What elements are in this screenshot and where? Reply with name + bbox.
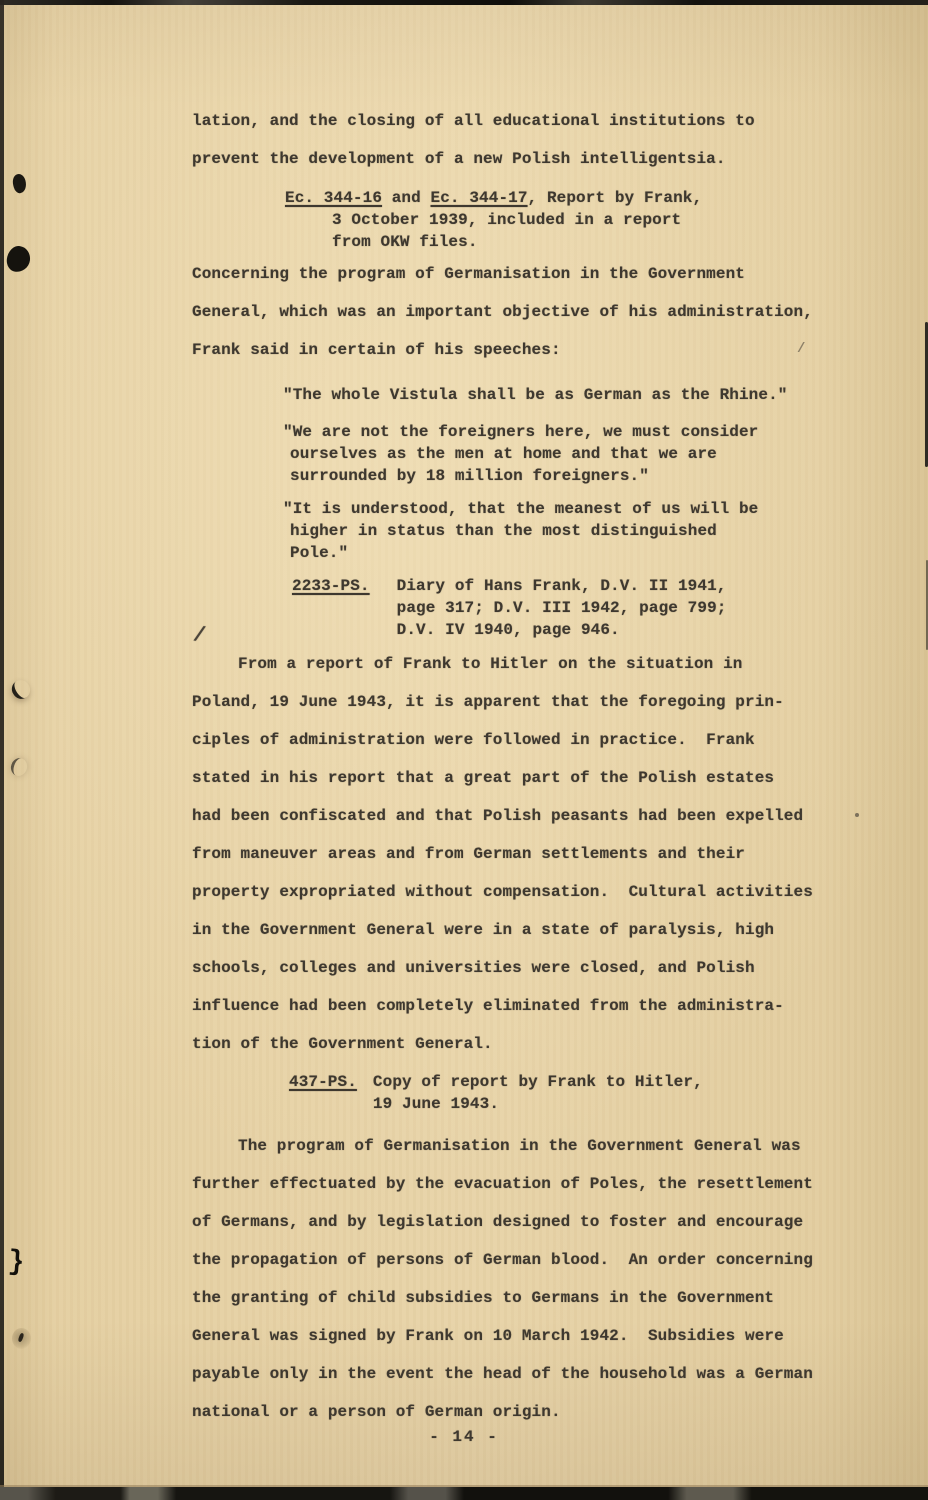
- ink-brace-mark: }: [6, 1246, 26, 1280]
- quote-line: "It is understood, that the meanest of us will be: [283, 500, 759, 518]
- scan-edge-bottom: [0, 1487, 928, 1500]
- citation-lines: [397, 577, 727, 643]
- punch-hook-mark-upper: [8, 677, 33, 703]
- text-line: The program of Germanisation in the Government General was: [238, 1137, 801, 1155]
- text-line: General, which was an important objective of his administration,: [192, 303, 813, 321]
- typewritten-text-block: [192, 0, 892, 1441]
- citation-line: [192, 189, 892, 211]
- citation-line: page 317; D.V. III 1942, page 799;: [396, 599, 727, 617]
- text-line: stated in his report that a great part of the Polish estates: [192, 769, 775, 787]
- handwritten-slash-mark: /: [191, 624, 207, 649]
- text-line: property expropriated without compensation. Cultural activities: [192, 883, 813, 901]
- citation-2233-ps: [192, 577, 892, 643]
- text-line: General was signed by Frank on 10 March 1942. Subsidies were: [192, 1327, 784, 1345]
- quote-line: "We are not the foreigners here, we must consider: [283, 423, 759, 441]
- quote-block: [192, 423, 892, 489]
- quote-line: surrounded by 18 million foreigners.": [290, 467, 649, 485]
- text-line: tion of the Government General.: [192, 1035, 493, 1053]
- paragraph: [192, 265, 892, 379]
- text-line: Frank said in certain of his speeches:: [192, 341, 561, 359]
- citation-lines: [373, 1073, 703, 1117]
- citation-line: Copy of report by Frank to Hitler,: [372, 1073, 703, 1091]
- ink-blot-large: [5, 245, 31, 274]
- citation-text: , Report by Frank,: [527, 189, 703, 207]
- citation-text: and: [382, 189, 431, 207]
- text-line: Concerning the program of Germanisation in the Government: [192, 265, 745, 283]
- punch-hook-mark-lower: [9, 756, 30, 778]
- text-line: from maneuver areas and from German settlements and their: [192, 845, 745, 863]
- exhibit-number: 2233-PS.: [292, 577, 370, 595]
- text-line: ciples of administration were followed in practice. Frank: [192, 731, 755, 749]
- text-line: the propagation of persons of German blood. An order concerning: [192, 1251, 813, 1269]
- quote-line: ourselves as the men at home and that we are: [290, 445, 717, 463]
- scan-edge-left: [0, 0, 4, 1500]
- text-line: in the Government General were in a state of paralysis, high: [192, 921, 775, 939]
- exhibit-number: Ec. 344-16: [285, 189, 383, 207]
- quote-line: Pole.": [290, 544, 349, 562]
- text-line: Poland, 19 June 1943, it is apparent that the foregoing prin-: [192, 693, 784, 711]
- page-number: - 14 -: [429, 1428, 499, 1446]
- exhibit-number: 437-PS.: [289, 1073, 357, 1091]
- citation-line: 3 October 1939, included in a report: [332, 211, 682, 229]
- text-line: From a report of Frank to Hitler on the situation in: [238, 655, 743, 673]
- text-line: schools, colleges and universities were closed, and Polish: [192, 959, 755, 977]
- citation-line: Diary of Hans Frank, D.V. II 1941,: [396, 577, 727, 595]
- text-line: lation, and the closing of all educational institutions to: [192, 112, 755, 130]
- ink-blot-small: [11, 173, 28, 195]
- citation-437-ps: [192, 1073, 892, 1117]
- text-line: further effectuated by the evacuation of Poles, the resettlement: [192, 1175, 813, 1193]
- text-line: payable only in the event the head of the household was a German: [192, 1365, 813, 1383]
- text-line: national or a person of German origin.: [192, 1403, 561, 1421]
- text-line: influence had been completely eliminated from the administra-: [192, 997, 784, 1015]
- paragraph: [192, 1137, 892, 1441]
- quote-block: [192, 386, 892, 408]
- citation-line: from OKW files.: [332, 233, 478, 251]
- faint-slash-mark: /: [797, 341, 806, 357]
- citation-line: D.V. IV 1940, page 946.: [396, 621, 620, 639]
- quote-line: "The whole Vistula shall be as German as the Rhine.": [283, 386, 788, 404]
- smudge-ring-mark: [12, 1328, 31, 1349]
- exhibit-number: Ec. 344-17: [430, 189, 528, 207]
- quote-line: higher in status than the most distinguished: [290, 522, 717, 540]
- text-line: prevent the development of a new Polish intelligentsia.: [192, 150, 726, 168]
- citation-line: 19 June 1943.: [372, 1095, 500, 1113]
- quote-block: [192, 500, 892, 566]
- citation-ec-344: [192, 189, 892, 255]
- paragraph: [192, 655, 892, 1073]
- text-line: the granting of child subsidies to Germans in the Government: [192, 1289, 775, 1307]
- text-line: of Germans, and by legislation designed to foster and encourage: [192, 1213, 804, 1231]
- text-line: had been confiscated and that Polish peasants had been expelled: [192, 807, 804, 825]
